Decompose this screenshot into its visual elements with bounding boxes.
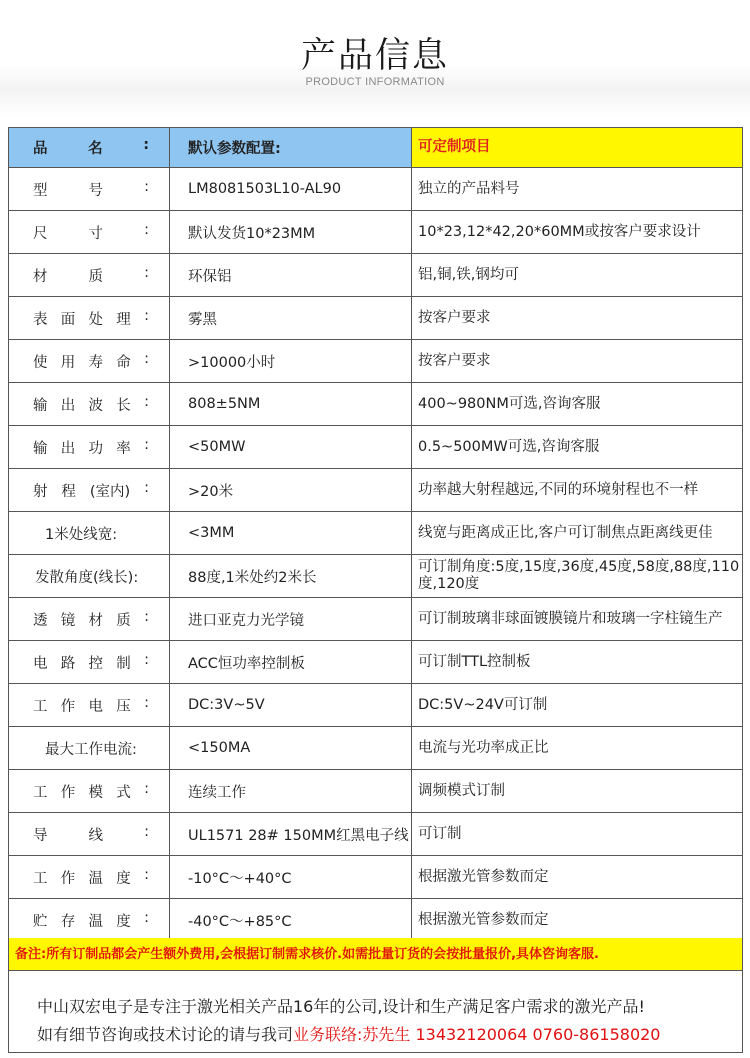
- row-label-cell: [9, 168, 170, 211]
- row-default-value: <150MA: [170, 727, 412, 770]
- row-label-cell: [9, 340, 170, 383]
- row-default-value: 默认发货10*23MM: [170, 211, 412, 254]
- row-label: 尺 寸 :: [33, 221, 149, 242]
- row-label: 表 面 处 理 :: [33, 307, 149, 328]
- footer-line-1: 中山双宏电子是专注于激光相关产品16年的公司,设计和生产满足客户需求的激光产品!: [37, 997, 645, 1016]
- row-label-cell: [9, 555, 170, 598]
- row-label: 电 路 控 制 :: [33, 651, 149, 672]
- row-default-value: -40°C～+85°C: [170, 899, 412, 942]
- row-label-cell: [9, 641, 170, 684]
- row-label: 输 出 功 率 :: [33, 436, 149, 457]
- row-custom-option: 10*23,12*42,20*60MM或按客户要求设计: [412, 211, 743, 254]
- row-label-cell: [9, 598, 170, 641]
- row-label: 1米处线宽:: [45, 526, 118, 543]
- table-row: [9, 641, 743, 684]
- row-label: 工 作 模 式 :: [33, 780, 149, 801]
- contact-info: 业务联络:苏先生 13432120064 0760-86158020: [293, 1025, 661, 1044]
- row-default-value: 雾黑: [170, 297, 412, 340]
- row-label-cell: [9, 383, 170, 426]
- row-custom-option: 线宽与距离成正比,客户可订制焦点距离线更佳: [412, 512, 743, 555]
- header-col-name-label: 品 名 :: [33, 137, 149, 157]
- header-col-default: 默认参数配置:: [170, 128, 412, 168]
- row-default-value: UL1571 28# 150MM红黑电子线: [170, 813, 412, 856]
- row-label: 工 作 电 压 :: [33, 694, 149, 715]
- row-default-value: 88度,1米处约2米长: [170, 555, 412, 598]
- table-row: [9, 469, 743, 512]
- row-default-value: 808±5NM: [170, 383, 412, 426]
- row-custom-option: 功率越大射程越远,不同的环境射程也不一样: [412, 469, 743, 512]
- spec-table: [8, 127, 743, 942]
- row-custom-option: 可订制角度:5度,15度,36度,45度,58度,88度,110度,120度: [412, 555, 743, 598]
- row-custom-option: 电流与光功率成正比: [412, 727, 743, 770]
- row-label-cell: [9, 297, 170, 340]
- row-custom-option: 可订制: [412, 813, 743, 856]
- table-row: [9, 770, 743, 813]
- table-row: [9, 297, 743, 340]
- row-custom-option: 独立的产品料号: [412, 168, 743, 211]
- row-custom-option: 400~980NM可选,咨询客服: [412, 383, 743, 426]
- row-custom-option: 0.5~500MW可选,咨询客服: [412, 426, 743, 469]
- row-default-value: <3MM: [170, 512, 412, 555]
- row-custom-option: 调频模式订制: [412, 770, 743, 813]
- row-default-value: 环保铝: [170, 254, 412, 297]
- row-label: 透 镜 材 质 :: [33, 608, 149, 629]
- row-label: 导 线 :: [33, 823, 149, 844]
- table-row: [9, 426, 743, 469]
- row-label: 贮 存 温 度 :: [33, 909, 149, 930]
- page-title: 产品信息: [300, 36, 449, 76]
- row-custom-option: DC:5V~24V可订制: [412, 684, 743, 727]
- row-label: 最大工作电流:: [45, 741, 137, 758]
- row-default-value: <50MW: [170, 426, 412, 469]
- table-row: [9, 684, 743, 727]
- row-default-value: 进口亚克力光学镜: [170, 598, 412, 641]
- row-label-cell: [9, 899, 170, 942]
- row-custom-option: 按客户要求: [412, 297, 743, 340]
- row-default-value: >20米: [170, 469, 412, 512]
- table-row: [9, 254, 743, 297]
- table-row: [9, 856, 743, 899]
- row-custom-option: 按客户要求: [412, 340, 743, 383]
- row-custom-option: 可订制玻璃非球面镀膜镜片和玻璃一字柱镜生产: [412, 598, 743, 641]
- row-label-cell: [9, 856, 170, 899]
- row-label-cell: [9, 254, 170, 297]
- row-label-cell: [9, 684, 170, 727]
- row-label-cell: [9, 469, 170, 512]
- row-label: 材 质 :: [33, 264, 149, 285]
- row-label: 射 程 (室内) :: [33, 479, 149, 500]
- table-row: [9, 555, 743, 598]
- header-col-custom: 可定制项目: [412, 128, 743, 168]
- row-label: 使 用 寿 命 :: [33, 350, 149, 371]
- row-label: 输 出 波 长 :: [33, 393, 149, 414]
- table-row: [9, 813, 743, 856]
- company-footer: [8, 971, 743, 1053]
- row-label: 工 作 温 度 :: [33, 866, 149, 887]
- footer-line-2: [37, 1021, 742, 1049]
- row-custom-option: 铝,铜,铁,钢均可: [412, 254, 743, 297]
- table-row: [9, 211, 743, 254]
- row-custom-option: 可订制TTL控制板: [412, 641, 743, 684]
- row-default-value: >10000小时: [170, 340, 412, 383]
- row-default-value: -10°C～+40°C: [170, 856, 412, 899]
- row-label-cell: [9, 512, 170, 555]
- row-label: 型 号 :: [33, 178, 149, 199]
- row-default-value: ACC恒功率控制板: [170, 641, 412, 684]
- remark-note: 备注:所有订制品都会产生额外费用,会根据订制需求核价.如需批量订货的会按批量报价,具体咨询客服.: [8, 938, 743, 971]
- row-custom-option: 根据激光管参数而定: [412, 856, 743, 899]
- header-band: [0, 0, 750, 118]
- table-row: [9, 598, 743, 641]
- row-label-cell: [9, 813, 170, 856]
- table-row: [9, 168, 743, 211]
- row-default-value: 连续工作: [170, 770, 412, 813]
- page-subtitle: PRODUCT INFORMATION: [305, 76, 445, 88]
- table-header-row: [9, 128, 743, 168]
- table-row: [9, 383, 743, 426]
- row-default-value: LM8081503L10-AL90: [170, 168, 412, 211]
- row-label-cell: [9, 426, 170, 469]
- table-row: [9, 727, 743, 770]
- row-custom-option: 根据激光管参数而定: [412, 899, 743, 942]
- table-row: [9, 899, 743, 942]
- row-label: 发散角度(线长):: [35, 569, 139, 586]
- row-label-cell: [9, 770, 170, 813]
- row-default-value: DC:3V~5V: [170, 684, 412, 727]
- table-row: [9, 340, 743, 383]
- footer-line-2-prefix: 如有细节咨询或技术讨论的请与我司: [37, 1025, 294, 1044]
- header-col-name: [9, 128, 170, 168]
- table-row: [9, 512, 743, 555]
- row-label-cell: [9, 211, 170, 254]
- row-label-cell: [9, 727, 170, 770]
